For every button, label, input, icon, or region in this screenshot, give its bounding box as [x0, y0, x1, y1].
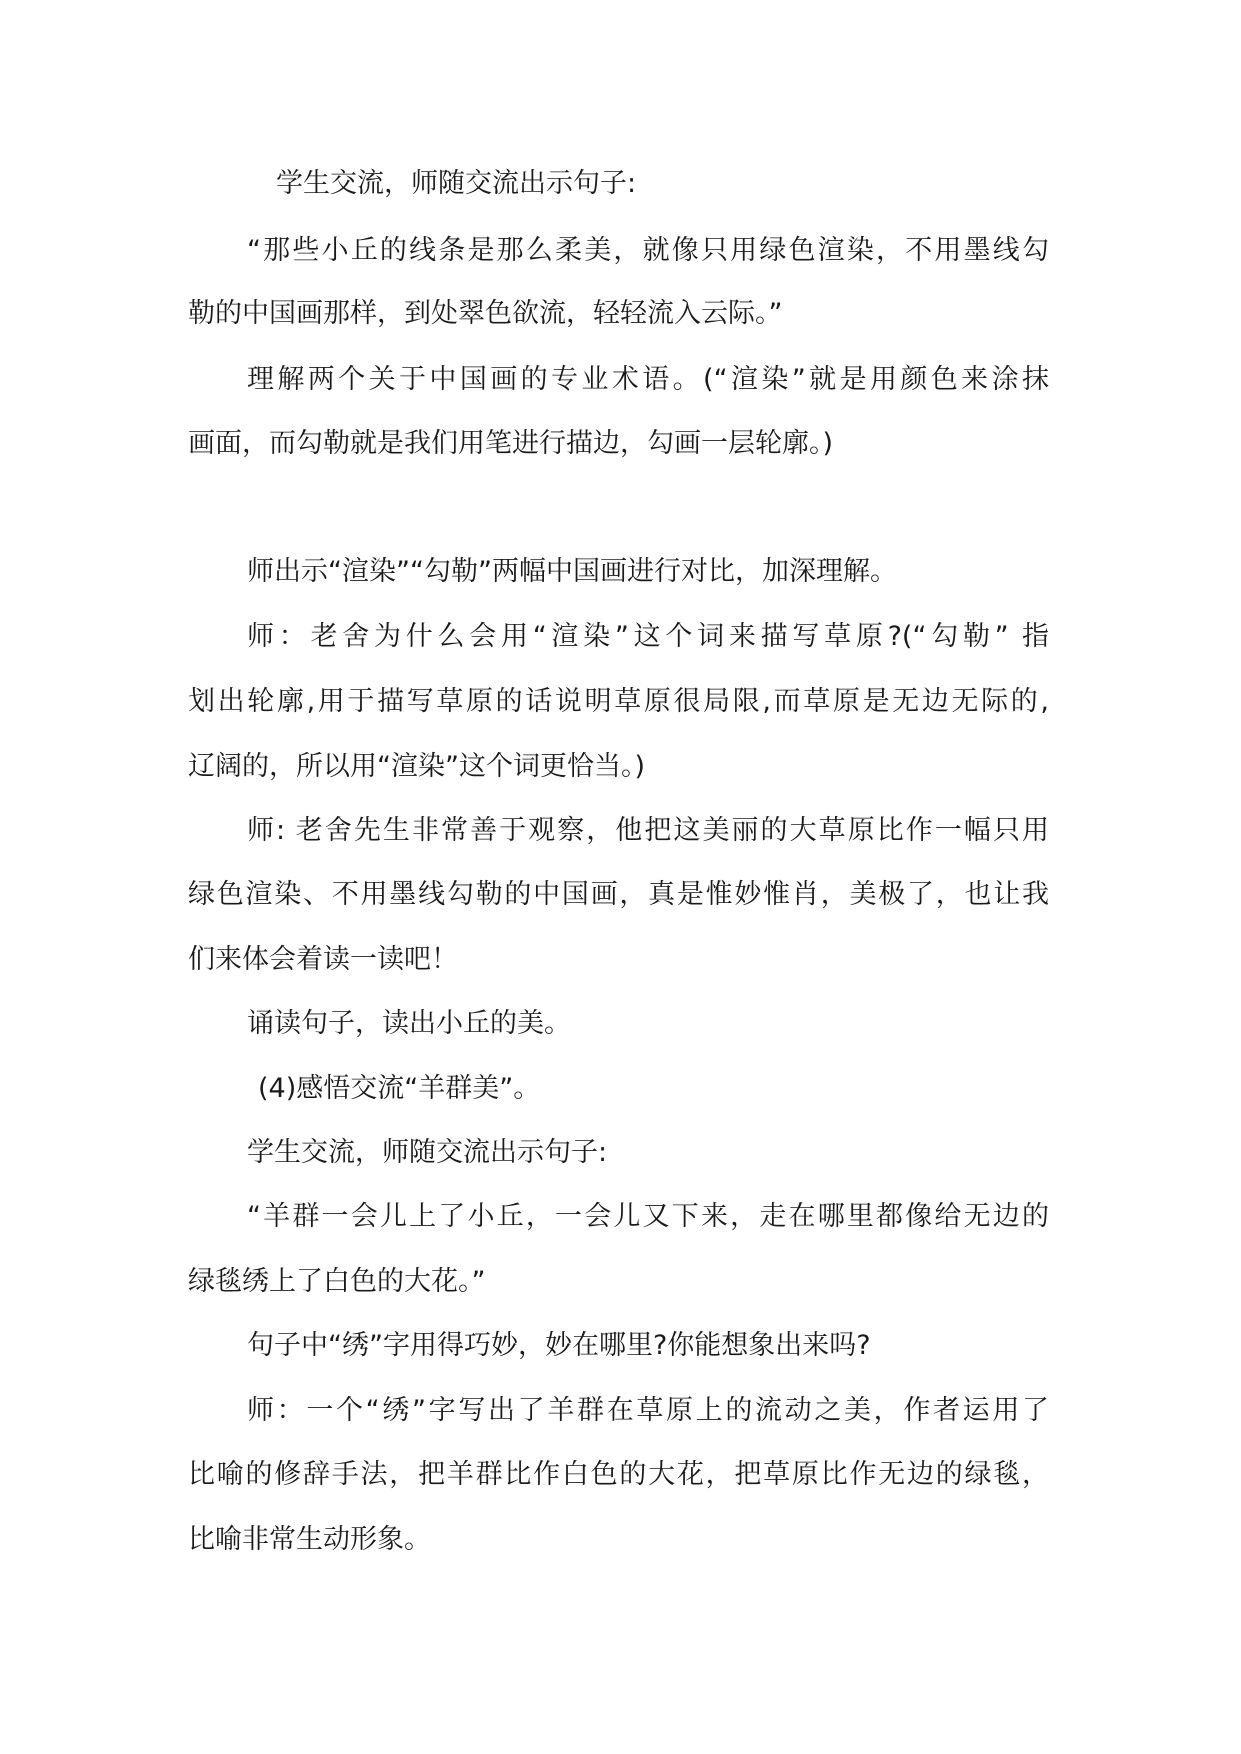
- quote-line: 绿毯绣上了白色的大花。”: [188, 1266, 486, 1297]
- paragraph-line: 师出示“渲染”“勾勒”两幅中国画进行对比，加深理解。: [247, 556, 897, 587]
- quote-line: “那些小丘的线条是那么柔美，就像只用绿色渲染，不用墨线勾: [247, 235, 1049, 266]
- paragraph-line: 们来体会着读一读吧！: [188, 944, 458, 975]
- paragraph-line: 辽阔的，所以用“渲染”这个词更恰当。): [188, 751, 646, 782]
- quote-line: 勒的中国画那样，到处翠色欲流，轻轻流入云际。”: [188, 298, 783, 329]
- paragraph-line: 比喻的修辞手法，把羊群比作白色的大花，把草原比作无边的绿毯，: [188, 1459, 1049, 1490]
- paragraph-line: 理解两个关于中国画的专业术语。(“渲染”就是用颜色来涂抹: [247, 364, 1049, 395]
- paragraph-line: 句子中“绣”字用得巧妙，妙在哪里?你能想象出来吗?: [247, 1330, 871, 1361]
- paragraph-line: 画面，而勾勒就是我们用笔进行描边，勾画一层轮廓。): [188, 428, 834, 459]
- paragraph-line: 比喻非常生动形象。: [188, 1524, 431, 1555]
- paragraph-line: 师：老舍为什么会用“渲染”这个词来描写草原?(“勾勒” 指: [247, 621, 1049, 652]
- paragraph-line: 师: 老舍先生非常善于观察，他把这美丽的大草原比作一幅只用: [247, 815, 1049, 846]
- paragraph-line: 诵读句子，读出小丘的美。: [247, 1008, 571, 1039]
- paragraph-line: 师：一个“绣”字写出了羊群在草原上的流动之美，作者运用了: [247, 1395, 1049, 1426]
- paragraph-line: 绿色渲染、不用墨线勾勒的中国画，真是惟妙惟肖，美极了，也让我: [188, 879, 1049, 910]
- paragraph-line: 划出轮廓,用于描写草原的话说明草原很局限,而草原是无边无际的,: [188, 686, 1049, 717]
- section-heading: (4)感悟交流“羊群美”。: [258, 1073, 541, 1104]
- paragraph-line: 学生交流，师随交流出示句子:: [247, 1137, 608, 1168]
- paragraph-line: 学生交流，师随交流出示句子:: [276, 168, 637, 199]
- quote-line: “羊群一会儿上了小丘，一会儿又下来，走在哪里都像给无边的: [247, 1201, 1049, 1232]
